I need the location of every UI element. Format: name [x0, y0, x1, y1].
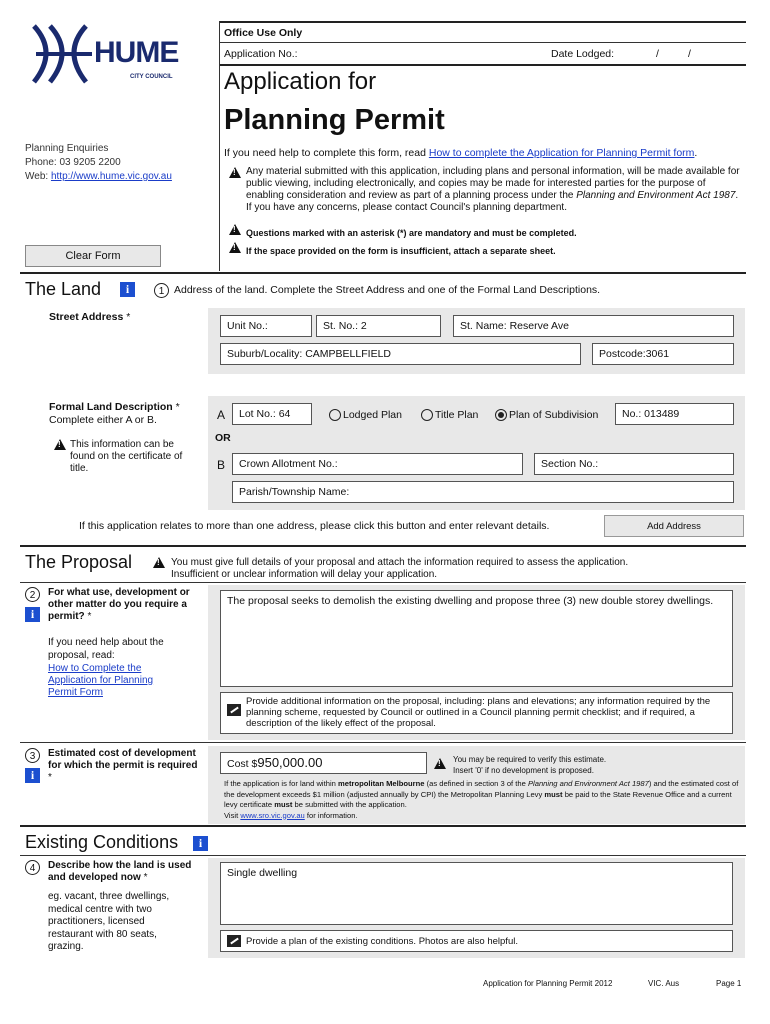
question-number-2: 2	[25, 587, 40, 602]
levy-act: Planning and Environment Act 1987	[527, 779, 649, 788]
question-4: Describe how the land is used and developed now *	[48, 860, 192, 883]
suburb-field[interactable]: Suburb/Locality: CAMPBELLFIELD	[220, 343, 581, 365]
warning-icon	[229, 167, 241, 178]
q3-rule	[20, 742, 746, 743]
visit-end: for information.	[306, 810, 358, 820]
date-lodged-label: Date Lodged:	[551, 48, 615, 60]
lot-no-field[interactable]: Lot No.: 64	[232, 403, 312, 425]
insert-zero: Insert '0' if no development is proposed.	[453, 766, 594, 775]
office-rule	[220, 42, 746, 43]
plan-no-field[interactable]: No.: 013489	[615, 403, 734, 425]
street-name-field[interactable]: St. Name: Reserve Ave	[453, 315, 734, 337]
clear-form-label: Clear Form	[65, 250, 121, 262]
warning-1-a: Any material submitted with this application, including plans and personal information, will be made available for public viewing, including electronically, and copies may be made for interested parties for the purpose of enabling consideration and review as part of a planning process under the	[246, 166, 740, 201]
formal-land-label: Formal Land Description *	[49, 401, 180, 413]
proposal-help-link[interactable]: How to Complete the Application for Planning Permit Form	[48, 663, 154, 698]
levy-e: be submitted with the application.	[294, 800, 407, 809]
top-rule	[220, 21, 746, 23]
web-label: Web:	[25, 171, 49, 182]
logo-swoosh-icon	[28, 22, 98, 86]
question-4-text: Describe how the land is used and developed now	[48, 860, 192, 883]
question-3-text: Estimated cost of development for which the permit is required	[48, 748, 198, 771]
web-row	[25, 171, 172, 182]
existing-example: eg. vacant, three dwellings, medical centre with two practitioners, licensed restaurant with 80 seats, grazing.	[48, 891, 170, 952]
question-number-1: 1	[154, 283, 169, 298]
levy-metro: metropolitan Melbourne	[338, 779, 425, 788]
warning-icon	[229, 242, 241, 253]
footer-page: Page 1	[716, 979, 742, 988]
info-icon[interactable]: i	[25, 768, 40, 783]
pencil-icon	[227, 935, 241, 947]
question-2-text: For what use, development or other matter do you require a permit?	[48, 587, 190, 622]
web-link[interactable]: http://www.hume.vic.gov.au	[50, 171, 172, 182]
logo-subtext: CITY COUNCIL	[130, 74, 173, 80]
logo-text: HUME	[94, 36, 179, 69]
proposal-rule	[20, 582, 746, 583]
street-no-field[interactable]: St. No.: 2	[316, 315, 441, 337]
option-a: A	[217, 408, 226, 422]
sro-link[interactable]: www.sro.vic.gov.au	[240, 810, 305, 820]
land-top-rule	[20, 272, 746, 274]
proposal-warning-2: Insufficient or unclear information will delay your application.	[171, 569, 438, 580]
lodged-plan-radio[interactable]	[329, 409, 341, 421]
pencil-icon	[227, 704, 241, 716]
clear-form-button[interactable]	[25, 245, 161, 267]
info-icon[interactable]: i	[120, 282, 135, 297]
warning-1-act: Planning and Environment Act 1987	[576, 190, 736, 201]
info-icon[interactable]: i	[25, 607, 40, 622]
proposal-info-note: Provide additional information on the proposal, including: plans and elevations; any information required by the planning scheme, requested by Council or outlined in a Council planning permit checklist; and if required, a description of the likely effect of the proposal.	[246, 696, 711, 729]
proposal-warning-1: You must give full details of your proposal and attach the information required to assess the application.	[171, 557, 629, 568]
council-logo	[28, 22, 188, 86]
existing-rule	[20, 855, 746, 856]
title-plan-radio[interactable]	[421, 409, 433, 421]
street-label-text: Street Address	[49, 311, 124, 323]
date-sep-2: /	[688, 48, 691, 60]
page-title: Planning Permit	[224, 104, 445, 136]
info-icon[interactable]: i	[193, 836, 208, 851]
warning-icon	[153, 557, 165, 568]
land-section-title: The Land	[25, 279, 102, 299]
multi-address-text: If this application relates to more than one address, please click this button and enter relevant details.	[79, 520, 550, 532]
plan-of-subdivision-label: Plan of Subdivision	[509, 409, 599, 421]
visit-label: Visit	[224, 810, 239, 820]
crown-allotment-field[interactable]: Crown Allotment No.:	[232, 453, 523, 475]
office-use-label: Office Use Only	[224, 27, 303, 39]
parish-field[interactable]: Parish/Township Name:	[232, 481, 734, 503]
levy-b: (as defined in section 3 of the	[426, 779, 526, 788]
proposal-top-rule	[20, 545, 746, 547]
title-plan-label: Title Plan	[435, 409, 479, 421]
application-no-label: Application No.:	[224, 48, 298, 60]
warning-icon	[54, 439, 66, 450]
postcode-field[interactable]: Postcode:3061	[592, 343, 734, 365]
cost-field[interactable]	[220, 752, 427, 774]
option-b: B	[217, 458, 226, 472]
verify-estimate: You may be required to verify this estimate.	[453, 755, 607, 764]
mandatory-warning: Questions marked with an asterisk (*) are mandatory and must be completed.	[246, 228, 577, 238]
help-text: If you need help to complete this form, read	[224, 147, 426, 159]
phone: Phone: 03 9205 2200	[25, 157, 121, 168]
plan-of-subdivision-radio[interactable]	[495, 409, 507, 421]
land-instruction: Address of the land. Complete the Street Address and one of the Formal Land Descriptions.	[174, 284, 601, 296]
question-3: Estimated cost of development for which the permit is required *	[48, 748, 198, 783]
add-address-label: Add Address	[647, 521, 701, 532]
add-address-button[interactable]	[604, 515, 744, 537]
warning-icon	[229, 224, 241, 235]
formal-land-sub: Complete either A or B.	[49, 414, 157, 426]
cost-value: 950,000.00	[257, 755, 323, 770]
question-number-3: 3	[25, 748, 40, 763]
title-line-1: Application for	[224, 68, 377, 95]
help-end: .	[694, 147, 698, 159]
lodged-plan-label: Lodged Plan	[343, 409, 402, 421]
levy-c: ) and the estimated cost of the development exceeds $1 million (adjusted annually by CPI) the Metropolitan Planning Levy	[224, 779, 739, 799]
proposal-answer-field[interactable]: The proposal seeks to demolish the existing dwelling and propose three (3) new double storey dwellings.	[220, 590, 733, 687]
footer-doc-name: Application for Planning Permit 2012	[483, 979, 613, 988]
section-no-field[interactable]: Section No.:	[534, 453, 734, 475]
question-number-4: 4	[25, 860, 40, 875]
proposal-section-title: The Proposal	[25, 552, 133, 572]
vertical-rule	[219, 21, 220, 271]
office-bottom-rule	[220, 64, 746, 66]
cost-label: Cost $	[227, 758, 258, 770]
help-row	[224, 147, 697, 159]
existing-answer-field[interactable]: Single dwelling	[220, 862, 733, 925]
planning-enquiries: Planning Enquiries	[25, 143, 109, 154]
date-sep-1: /	[656, 48, 659, 60]
help-link[interactable]: How to complete the Application for Planning Permit form	[428, 147, 695, 159]
levy-must-1: must	[544, 789, 563, 799]
warning-1-b: . If you have any concerns, please contact Council's planning department.	[246, 190, 739, 213]
levy-must-2: must	[274, 800, 293, 809]
levy-note	[224, 779, 740, 821]
existing-plan-note: Provide a plan of the existing conditions. Photos are also helpful.	[246, 936, 518, 947]
public-viewing-warning	[246, 166, 742, 214]
warning-icon	[434, 758, 446, 769]
or-label: OR	[215, 432, 231, 444]
formal-label-text: Formal Land Description	[49, 401, 173, 413]
question-2: For what use, development or other matter do you require a permit? *	[48, 587, 190, 622]
existing-section-title: Existing Conditions	[25, 832, 179, 852]
levy-d: be paid to the State Revenue Office and a current levy certificate	[224, 789, 732, 809]
footer-region: VIC. Aus	[648, 979, 680, 988]
certificate-note: This information can be found on the certificate of title.	[70, 439, 183, 474]
unit-no-field[interactable]: Unit No.:	[220, 315, 312, 337]
street-address-label: Street Address *	[49, 311, 131, 323]
levy-a: If the application is for land within	[224, 779, 336, 788]
proposal-help: If you need help about the proposal, read:	[48, 637, 164, 661]
existing-top-rule	[20, 825, 746, 827]
space-warning: If the space provided on the form is insufficient, attach a separate sheet.	[246, 246, 556, 256]
